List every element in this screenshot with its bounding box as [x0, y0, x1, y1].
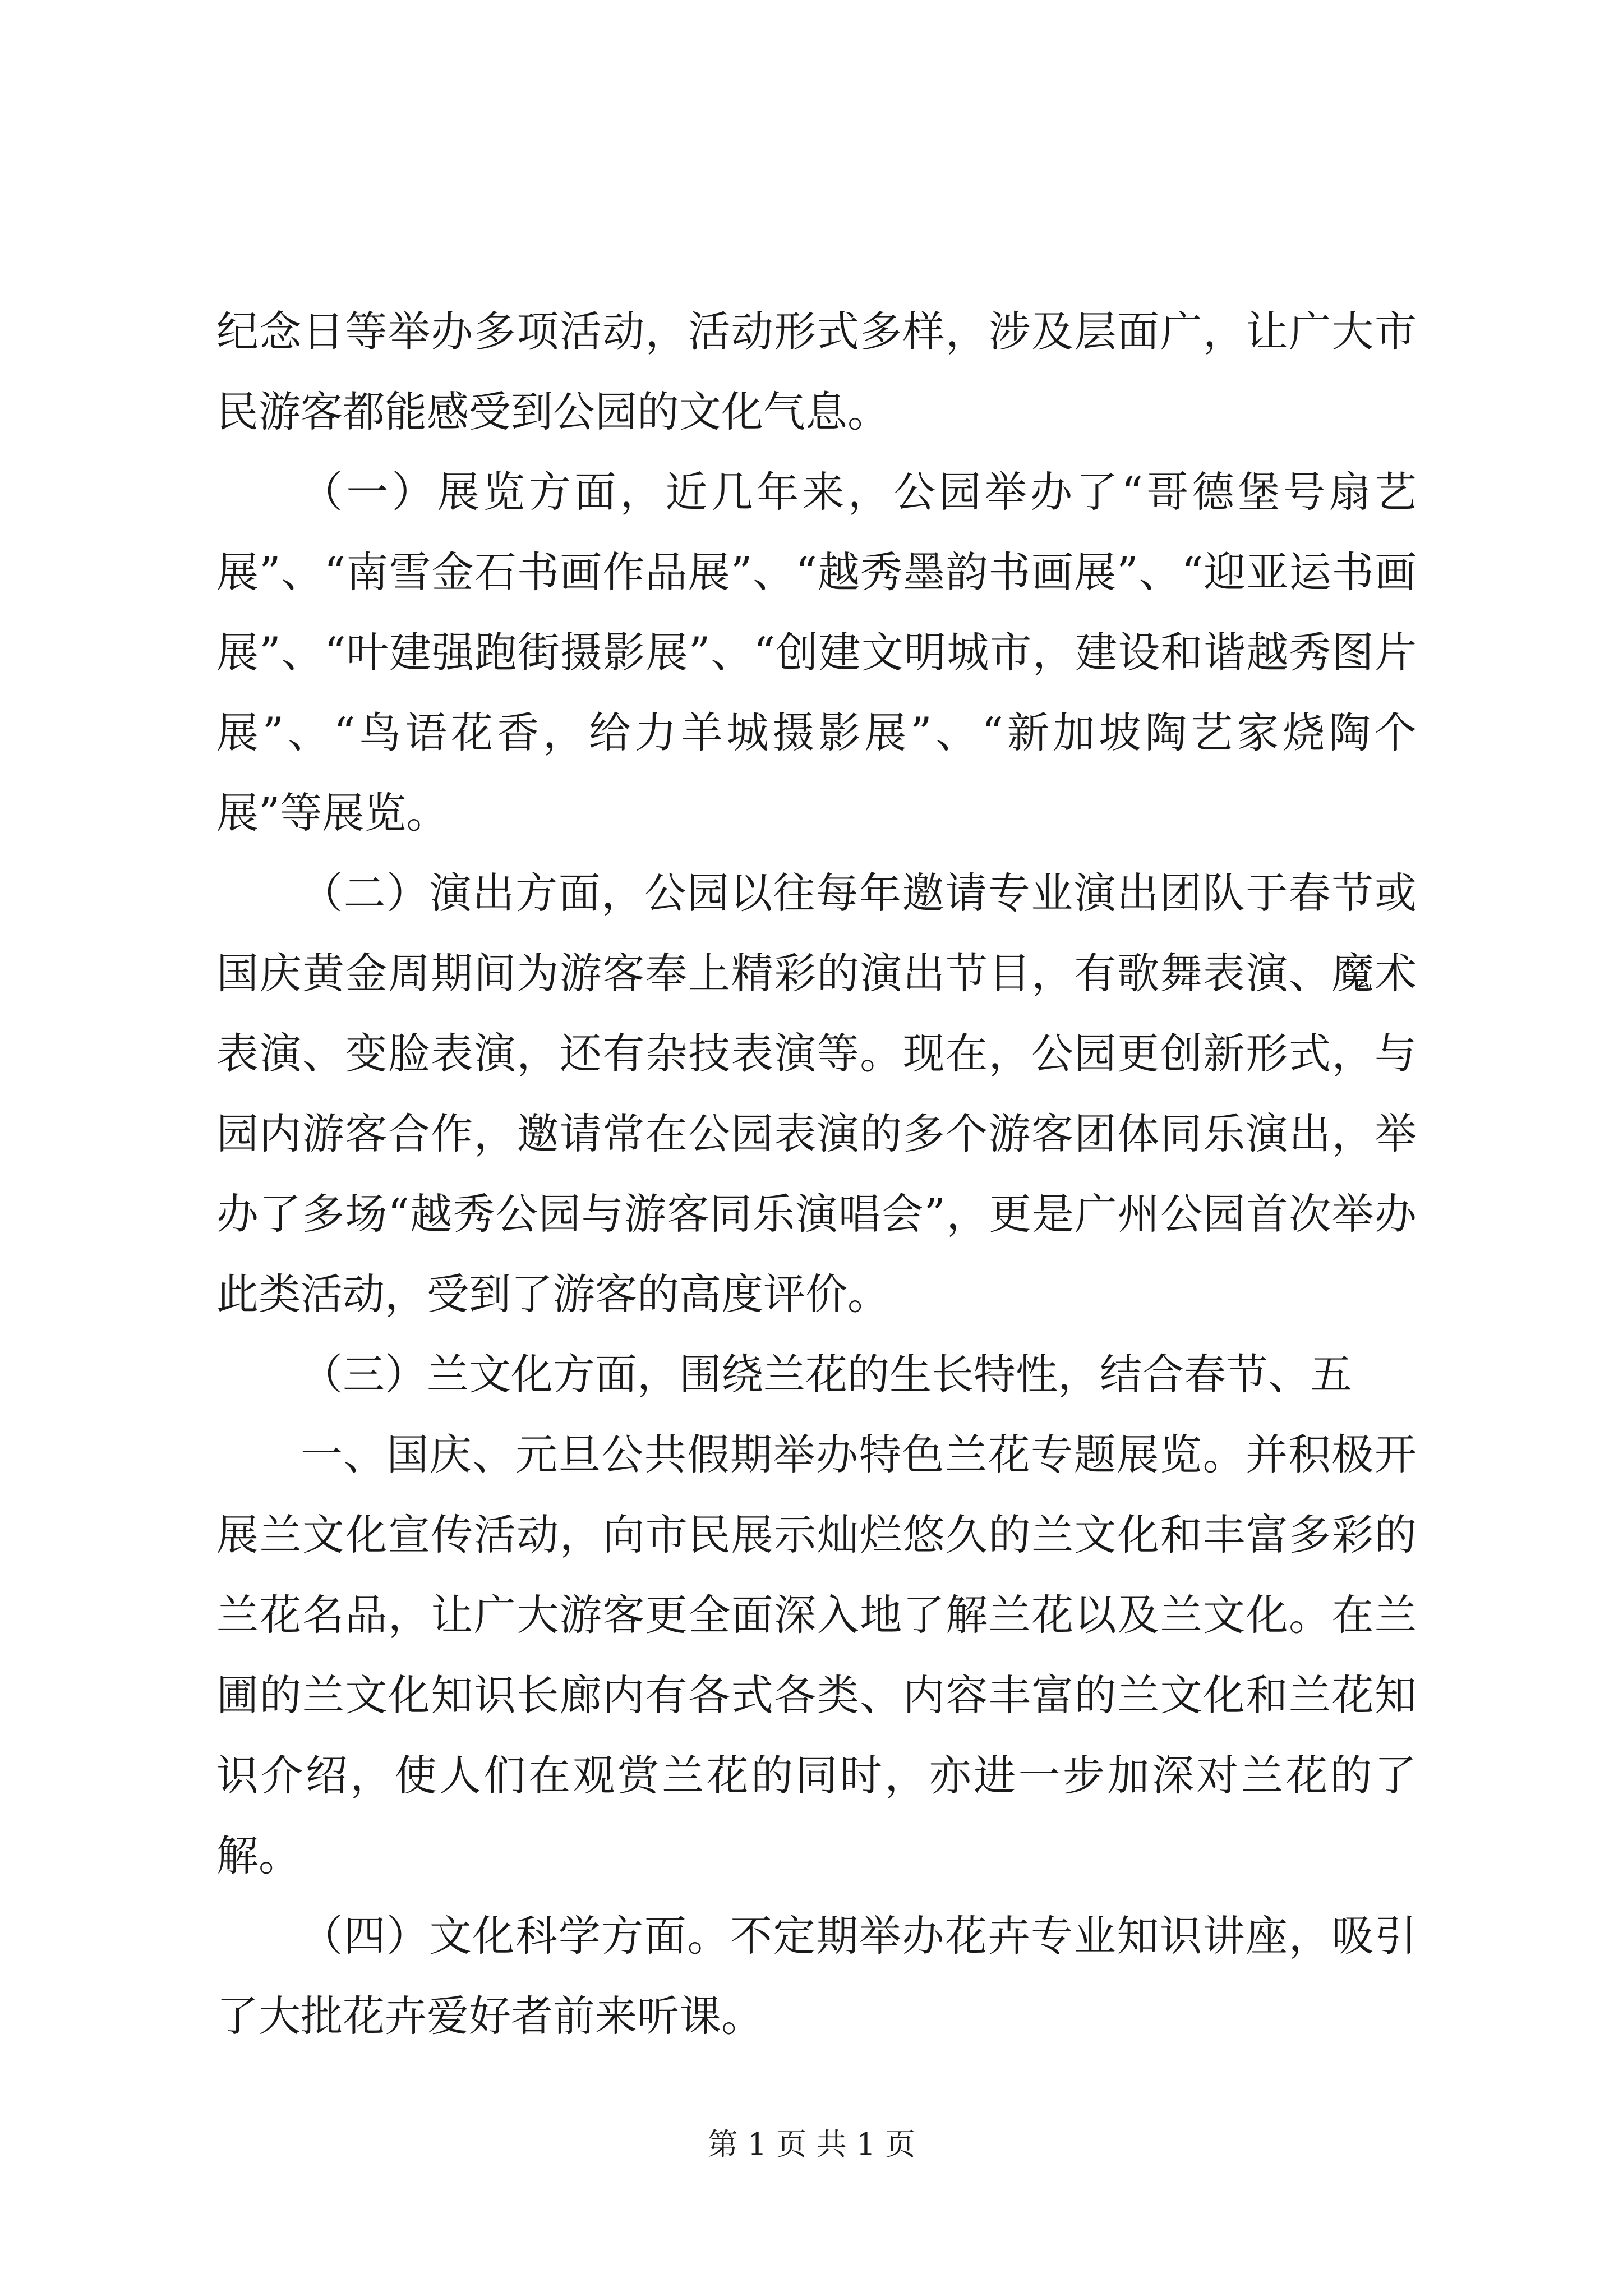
paragraph-performances: （二）演出方面，公园以往每年邀请专业演出团队于春节或国庆黄金周期间为游客奉上精彩的演出节目，有歌舞表演、魔术表演、变脸表演，还有杂技表演等。现在，公园更创新形式，与园内游客合作，邀请常在公园表演的多个游客团体同乐演出，举办了多场“越秀公园与游客同乐演唱会”，更是广州公园首次举办此类活动，受到了游客的高度评价。 [216, 868, 1417, 1319]
paragraph-science: （四）文化科学方面。不定期举办花卉专业知识讲座，吸引了大批花卉爱好者前来听课。 [216, 1911, 1417, 2041]
paragraph-exhibitions: （一）展览方面，近几年来，公园举办了“哥德堡号扇艺展”、“南雪金石书画作品展”、“越秀墨韵书画展”、“迎亚运书画展”、“叶建强跑街摄影展”、“创建文明城市，建设和谐越秀图片展”、“鸟语花香，给力羊城摄影展”、“新加坡陶艺家烧陶个展”等展览。 [216, 467, 1417, 838]
paragraph-orchid-culture-continued: 一、国庆、元旦公共假期举办特色兰花专题展览。并积极开展兰文化宣传活动，向市民展示灿烂悠久的兰文化和丰富多彩的兰花名品，让广大游客更全面深入地了解兰花以及兰文化。在兰圃的兰文化知识长廊内有各式各类、内容丰富的兰文化和兰花知识介绍，使人们在观赏兰花的同时，亦进一步加深对兰花的了解。 [216, 1430, 1417, 1880]
paragraph-continuation: 纪念日等举办多项活动，活动形式多样，涉及层面广，让广大市民游客都能感受到公园的文化气息。 [216, 307, 1417, 436]
document-body [216, 292, 1417, 2056]
paragraph-orchid-culture: （三）兰文化方面，围绕兰花的生长特性，结合春节、五 [301, 1350, 1353, 1399]
page-footer: 第 1 页 共 1 页 [707, 2127, 916, 2162]
